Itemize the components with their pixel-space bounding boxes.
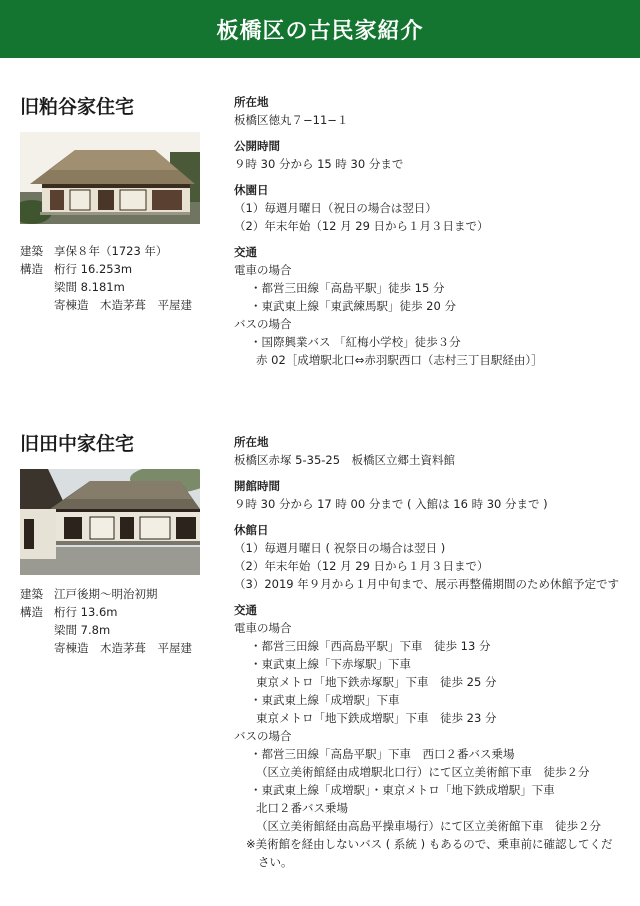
- closed-heading: 休園日: [234, 183, 269, 197]
- hours-text: ９時 30 分から 15 時 30 分まで: [234, 157, 404, 171]
- train-route: ・東武東上線「成増駅」下車: [250, 693, 400, 707]
- closed-line: （2）年末年始（12 月 29 日から１月３日まで）: [234, 219, 489, 233]
- spec-row-structure: [20, 603, 210, 657]
- spec-value: 江戸後期〜明治初期: [54, 587, 158, 601]
- spec-value: 桁行 16.253m: [54, 262, 133, 276]
- spec-key: 構造: [20, 605, 43, 619]
- house-1-specs: [20, 242, 210, 314]
- train-route: ・都営三田線「高島平駅」徒歩 15 分: [250, 281, 445, 295]
- bus-label: バスの場合: [234, 317, 292, 331]
- spec-row-structure: [20, 260, 210, 314]
- spec-value: 享保８年（1723 年）: [54, 244, 168, 258]
- closed-heading: 休館日: [234, 523, 269, 537]
- closed-line: （3）2019 年９月から１月中旬まで、展示再整備期間のため休館予定です: [234, 577, 620, 591]
- house-2-title: 旧田中家住宅: [20, 433, 135, 455]
- bus-route: 赤 02［成増駅北口⇔赤羽駅西口（志村三丁目駅経由）］: [256, 353, 543, 367]
- closed-line: （1）毎週月曜日 ( 祝祭日の場合は翌日 ): [234, 541, 446, 555]
- train-label: 電車の場合: [234, 621, 292, 635]
- spec-value: 寄棟造 木造茅葺 平屋建: [54, 298, 192, 312]
- closed-line: （2）年末年始（12 月 29 日から１月３日まで）: [234, 559, 489, 573]
- thatched-house-photo: [20, 132, 200, 224]
- bus-route: （区立美術館経由成増駅北口行）にて区立美術館下車 徒歩２分: [256, 765, 590, 779]
- train-route: ・東武東上線「東武練馬駅」徒歩 20 分: [250, 299, 456, 313]
- train-route: 東京メトロ「地下鉄成増駅」下車 徒歩 23 分: [256, 711, 497, 725]
- house-1-summary: [20, 92, 210, 314]
- location-text: 板橋区赤塚 5-35-25 板橋区立郷土資料館: [234, 453, 456, 467]
- train-route: ・都営三田線「西高島平駅」下車 徒歩 13 分: [250, 639, 491, 653]
- spec-value: 梁間 8.181m: [54, 280, 125, 294]
- closed-line: （1）毎週月曜日（祝日の場合は翌日）: [234, 201, 437, 215]
- spec-value: 梁間 7.8m: [54, 623, 111, 637]
- spec-value: 寄棟造 木造茅葺 平屋建: [54, 641, 192, 655]
- bus-note: ※美術館を経由しないバス ( 系統 ) もあるので、乗車前に確認してください。: [246, 837, 613, 869]
- house-2-details: [234, 434, 634, 871]
- spec-key: 建築: [20, 244, 43, 258]
- bus-route: ・都営三田線「高島平駅」下車 西口２番バス乗場: [250, 747, 515, 761]
- bus-route: ・東武東上線「成増駅」・東京メトロ「地下鉄成増駅」下車: [250, 783, 555, 797]
- house-2-photo: [20, 469, 200, 575]
- train-route: ・東武東上線「下赤塚駅」下車: [250, 657, 411, 671]
- page-title: 板橋区の古民家紹介: [216, 18, 424, 44]
- spec-value: 桁行 13.6m: [54, 605, 118, 619]
- house-1-details: [234, 94, 634, 369]
- bus-label: バスの場合: [234, 729, 292, 743]
- bus-route: 北口２番バス乗場: [256, 801, 348, 815]
- hours-text: ９時 30 分から 17 時 00 分まで ( 入館は 16 時 30 分まで ): [234, 497, 548, 511]
- location-heading: 所在地: [234, 435, 269, 449]
- spec-row-built: [20, 242, 210, 260]
- hours-heading: 公開時間: [234, 139, 280, 153]
- spec-key: 建築: [20, 587, 43, 601]
- location-text: 板橋区徳丸７−11−１: [234, 113, 349, 127]
- spec-row-built: [20, 585, 210, 603]
- house-2-specs: [20, 585, 210, 657]
- access-heading: 交通: [234, 603, 257, 617]
- thatched-house-photo: [20, 469, 200, 575]
- spec-key: 構造: [20, 262, 43, 276]
- page-header: [0, 0, 640, 58]
- train-route: 東京メトロ「地下鉄赤塚駅」下車 徒歩 25 分: [256, 675, 497, 689]
- house-1-title: 旧粕谷家住宅: [20, 96, 135, 118]
- bus-route: （区立美術館経由高島平操車場行）にて区立美術館下車 徒歩２分: [256, 819, 601, 833]
- train-label: 電車の場合: [234, 263, 292, 277]
- bus-route: ・国際興業バス 「紅梅小学校」徒歩３分: [250, 335, 461, 349]
- location-heading: 所在地: [234, 95, 269, 109]
- house-2-summary: [20, 429, 210, 657]
- house-1-photo: [20, 132, 200, 224]
- hours-heading: 開館時間: [234, 479, 280, 493]
- access-heading: 交通: [234, 245, 257, 259]
